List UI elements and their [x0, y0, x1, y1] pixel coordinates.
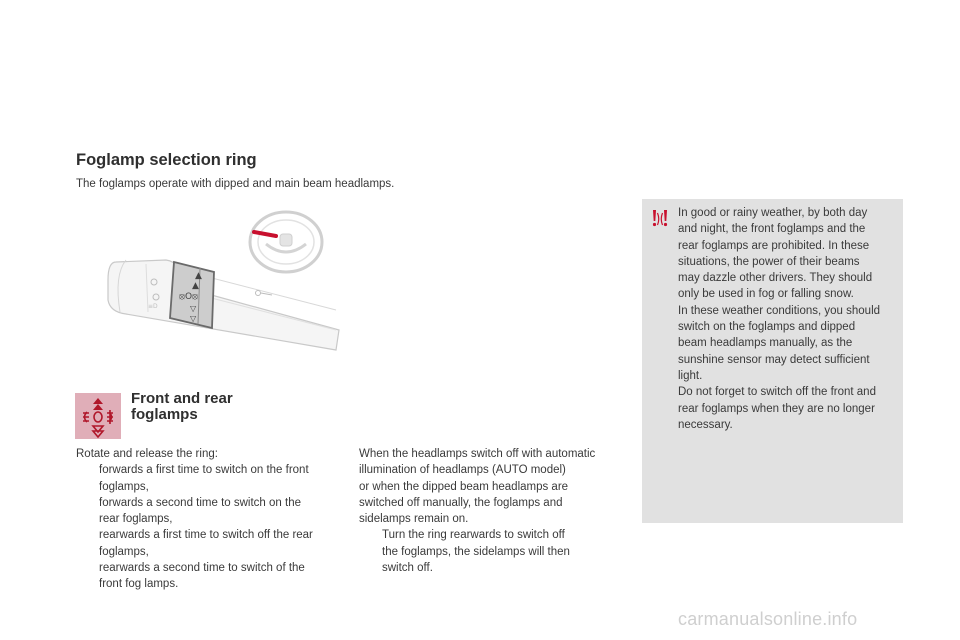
warning-line: sunshine sensor may detect sufficient	[678, 353, 870, 366]
steering-wheel-icon	[250, 212, 322, 272]
svg-text:⦻O⦻: ⦻O⦻	[179, 292, 198, 302]
svg-text:▲: ▲	[195, 271, 202, 281]
warning-line: Do not forget to switch off the front and	[678, 386, 876, 399]
note-line: switched off manually, the foglamps and	[359, 496, 563, 509]
note-line: illumination of headlamps (AUTO model)	[359, 464, 566, 477]
warning-line: switch on the foglamps and dipped	[678, 321, 856, 334]
svg-text:▽: ▽	[190, 314, 197, 323]
note-line: or when the dipped beam headlamps are	[359, 480, 569, 493]
list-item	[76, 495, 346, 528]
list-item	[76, 462, 346, 495]
warning-line: rear foglamps are prohibited. In these	[678, 239, 870, 252]
ring-operation-instructions	[76, 446, 346, 593]
lighting-stalk	[108, 260, 339, 350]
list-item-line: rear foglamps,	[99, 513, 173, 526]
warning-line: and night, the front foglamps and the	[678, 223, 866, 236]
stalk-illustration	[96, 200, 341, 360]
list-item-line: forwards a second time to switch on the	[99, 496, 301, 509]
list-item-line: front fog lamps.	[99, 578, 179, 591]
list-item-line: forwards a first time to switch on the front	[99, 464, 309, 477]
list-item-line: switch off.	[382, 562, 433, 575]
warning-line: beam headlamps manually, as the	[678, 337, 853, 350]
warning-exclamation-icon	[649, 208, 671, 230]
warning-line: In these weather conditions, you should	[678, 304, 881, 317]
list-item-line: foglamps,	[99, 480, 149, 493]
list-item	[76, 560, 346, 593]
subsection-title-line2: foglamps	[131, 406, 198, 423]
subsection-title	[131, 391, 301, 423]
list-item-line: foglamps,	[99, 545, 149, 558]
list-item	[76, 527, 346, 560]
front-rear-foglamp-icon	[75, 393, 121, 439]
warning-line: rear foglamps when they are no longer	[678, 402, 875, 415]
list-item-line: rearwards a second time to switch of the	[99, 562, 305, 575]
auto-illumination-note	[359, 446, 624, 576]
svg-text:≡D: ≡D	[148, 303, 158, 310]
warning-line: only be used in fog or falling snow.	[678, 288, 854, 301]
note-line: sidelamps remain on.	[359, 513, 469, 526]
warning-line: light.	[678, 369, 703, 382]
instructions-lead: Rotate and release the ring:	[76, 448, 218, 460]
section-title: Foglamp selection ring	[76, 151, 257, 169]
warning-text	[678, 205, 898, 433]
list-item-line: the foglamps, the sidelamps will then	[382, 545, 570, 558]
section-intro: The foglamps operate with dipped and main beam headlamps.	[76, 178, 395, 190]
warning-line: necessary.	[678, 418, 733, 431]
list-item	[359, 527, 624, 576]
svg-text:▲: ▲	[192, 281, 199, 291]
list-item-line: Turn the ring rearwards to switch off	[382, 529, 565, 542]
site-watermark: carmanualsonline.info	[678, 609, 858, 629]
warning-line: situations, the power of their beams	[678, 255, 860, 268]
warning-line: may dazzle other drivers. They should	[678, 272, 873, 285]
subsection-title-line1: Front and rear	[131, 390, 233, 407]
note-line: When the headlamps switch off with automatic	[359, 448, 596, 460]
list-item-line: rearwards a first time to switch off the rear	[99, 529, 313, 542]
svg-text:▽: ▽	[190, 304, 197, 313]
warning-line: In good or rainy weather, by both day	[678, 207, 868, 219]
